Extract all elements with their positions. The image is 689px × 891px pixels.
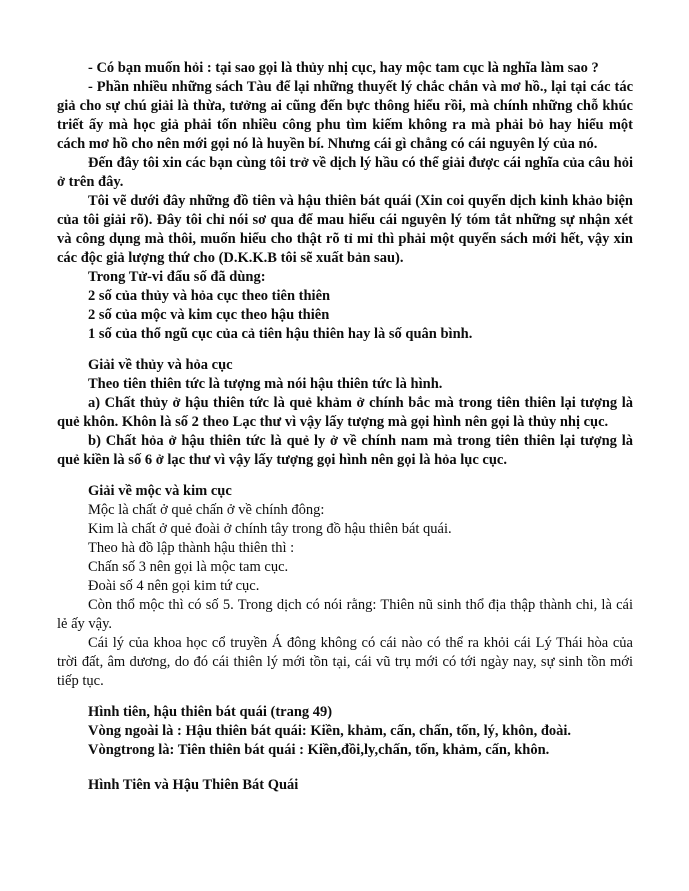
intro-paragraph-answer: - Phần nhiều những sách Tàu để lại những thuyết lý chắc chắn và mơ hồ., lại tại các tác giả cho sự chú giải là thừa, tưởng ai cũng đến bực thông hiểu rồi, mà chính những chỗ khúc triết ấy mà học giả phải tốn nhiều công phu tìm kiếm không ra mà phải bỏ hay hiểu một cách mơ hồ cho nên mới gọi nó là huyền bí. Nhưng cái gì chẳng có cái nguyên lý của nó. [57,79,633,152]
figure-heading: Hình tiên, hậu thiên bát quái (trang 49) [88,704,333,720]
usage-intro-line: Trong Tử-vi đẩu số đã dùng: [88,269,266,285]
usage-item-3: 1 số của thổ ngũ cục của cả tiên hậu thiên hay là số quân bình. [88,326,473,342]
intro-paragraph-transition: Đến đây tôi xin các bạn cùng tôi trở về dịch lý hầu có thể giải được cái nghĩa của câu hỏi ở trên đây. [57,155,633,190]
moc-kim-line-2: Kim là chất ở quẻ đoài ở chính tây trong đồ hậu thiên bát quái. [88,521,452,537]
section-heading-moc-kim: Giải về mộc và kim cục [88,483,232,499]
intro-paragraph-note: Tôi vẽ dưới đây những đồ tiên và hậu thiên bát quái (Xin coi quyển dịch kinh khảo biện của tôi giải rõ). Đây tôi chỉ nói sơ qua để mau hiểu cái nguyên lý tóm tắt những sự nhận xét và công dụng mà thôi, muốn hiểu cho thật rõ tỉ mỉ thì phải một quyển sách mới hết, vậy xin các độc giả lượng thứ cho (D.K.K.B tôi sẽ xuất bản sau). [57,193,633,266]
figure-outer-ring-line: Vòng ngoài là : Hậu thiên bát quái: Kiền, khảm, cấn, chấn, tốn, lý, khôn, đoài. [88,723,572,739]
thuy-hoa-paragraph-1: Theo tiên thiên tức là tượng mà nói hậu thiên tức là hình. [88,376,443,392]
thuy-hoa-paragraph-3: b) Chất hỏa ở hậu thiên tức là quẻ ly ở về chính nam mà trong tiên thiên lại tượng là quẻ kiền là số 6 ở lạc thư vì vậy lấy tượng gọi hình nên gọi là hỏa lục cục. [57,433,633,468]
moc-kim-line-3: Theo hà đồ lập thành hậu thiên thì : [88,540,295,556]
intro-question: - Có bạn muốn hỏi : tại sao gọi là thủy nhị cục, hay mộc tam cục là nghĩa làm sao ? [88,60,599,76]
figure-inner-ring-line: Vòngtrong là: Tiên thiên bát quái : Kiền,đồi,ly,chấn, tốn, khảm, cấn, khôn. [88,742,550,758]
moc-kim-line-1: Mộc là chất ở quẻ chấn ở về chính đông: [88,502,325,518]
usage-item-1: 2 số của thủy và hỏa cục theo tiên thiên [88,288,331,304]
moc-kim-line-4: Chấn số 3 nên gọi là mộc tam cục. [88,559,289,575]
moc-kim-paragraph-6: Còn thổ mộc thì có số 5. Trong dịch có nói rằng: Thiên nũ sinh thổ địa thập thành chi, là cái lẻ ấy vậy. [57,597,633,632]
usage-item-2: 2 số của mộc và kim cục theo hậu thiên [88,307,330,323]
figure-caption: Hình Tiên và Hậu Thiên Bát Quái [88,777,299,793]
section-heading-thuy-hoa: Giải về thủy và hỏa cục [88,357,233,373]
moc-kim-paragraph-7: Cái lý của khoa học cổ truyền Á đông không có cái nào có thể ra khỏi cái Lý Thái hòa của trời đất, âm dương, do đó cái thiên lý mới tồn tại, cái vũ trụ mới có tới ngày nay, sự sinh tồn mới tiếp tục. [57,635,633,689]
thuy-hoa-paragraph-2: a) Chất thủy ở hậu thiên tức là quẻ khảm ở chính bắc mà trong tiên thiên lại tượng là quẻ khôn. Khôn là số 2 theo Lạc thư vì vậy lấy tượng mà gọi hình nên gọi là thủy nhị cục. [57,395,633,430]
moc-kim-line-5: Đoài số 4 nên gọi kim tứ cục. [88,578,260,594]
